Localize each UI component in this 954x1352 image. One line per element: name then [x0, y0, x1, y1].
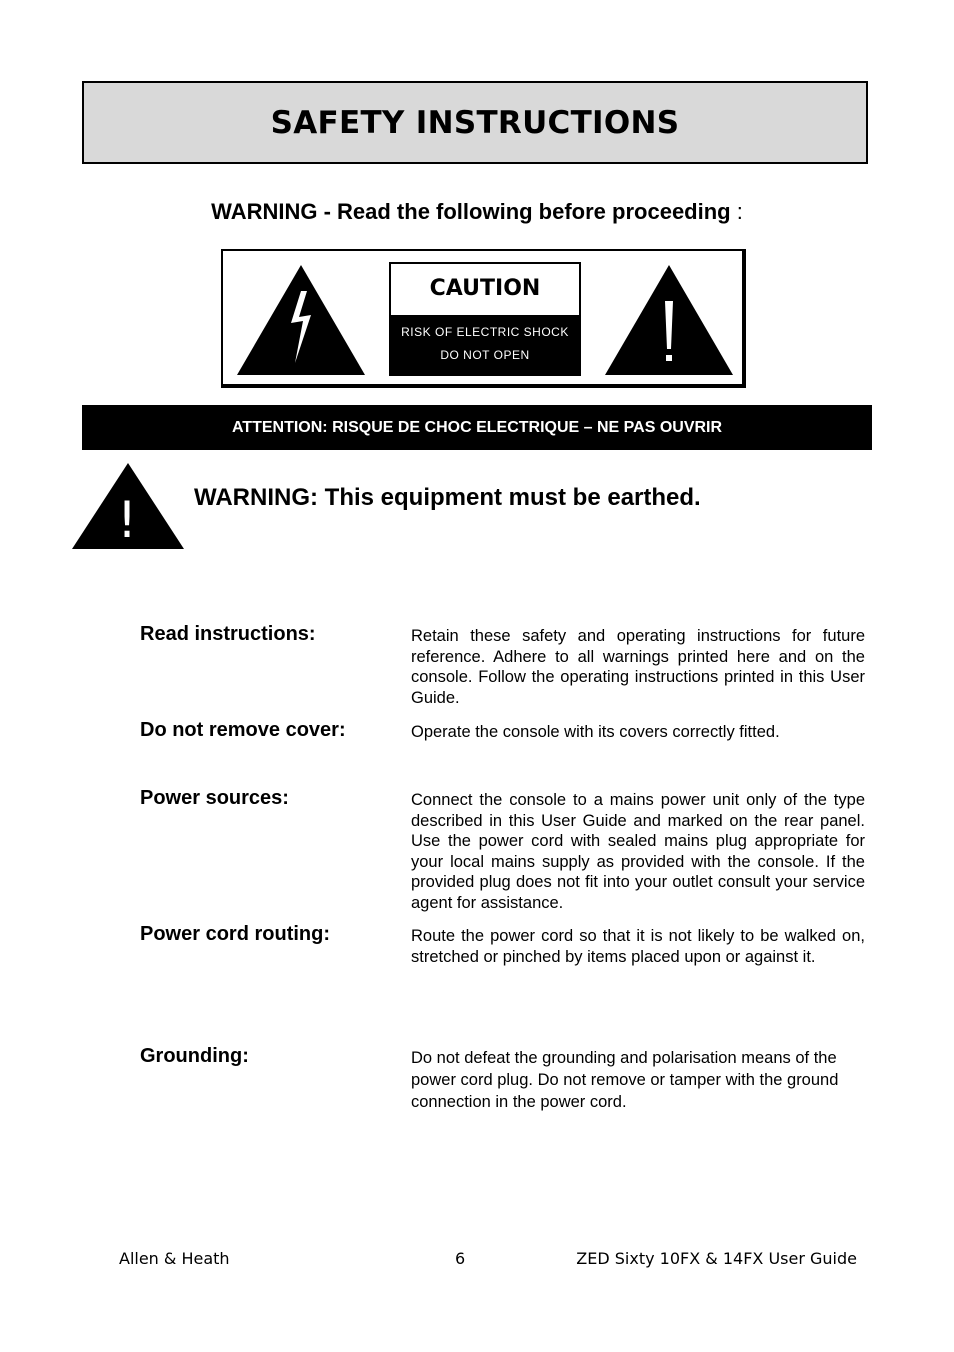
- caution-panel: [221, 249, 746, 388]
- warning-read-heading: [0, 199, 954, 225]
- instruction-text: Retain these safety and operating instructions for future reference. Adhere to all warnings printed here and on the console. Follow the operating instructions printed in this User Guide.: [411, 627, 865, 707]
- exclamation-triangle-icon: [72, 463, 184, 549]
- page-title: SAFETY INSTRUCTIONS: [270, 104, 680, 141]
- warning-read-colon: :: [736, 199, 743, 224]
- footer-right: ZED Sixty 10FX & 14FX User Guide: [576, 1249, 857, 1268]
- attention-bar: ATTENTION: RISQUE DE CHOC ELECTRIQUE – NE PAS OUVRIR: [82, 405, 872, 450]
- footer-left: Allen & Heath: [119, 1249, 230, 1268]
- instruction-label: Grounding:: [140, 1045, 249, 1067]
- instruction-text: Do not defeat the grounding and polarisation means of the power cord plug. Do not remove or tamper with the ground connection in the power cord.: [411, 1049, 839, 1111]
- instruction-text: Operate the console with its covers correctly fitted.: [411, 723, 780, 741]
- footer-page-number: 6: [455, 1249, 466, 1268]
- instruction-label: Read instructions:: [140, 623, 316, 645]
- instruction-label: Power sources:: [140, 787, 289, 809]
- caution-body: [391, 315, 579, 374]
- caution-line-2: DO NOT OPEN: [440, 348, 530, 362]
- earth-symbol: !: [116, 491, 138, 549]
- caution-label: [389, 262, 581, 376]
- instruction-text: Route the power cord so that it is not likely to be walked on, stretched or pinched by items placed upon or against it.: [411, 927, 865, 966]
- instruction-text: Connect the console to a mains power unit only of the type described in this User Guide and marked on the rear panel. Use the power cord with sealed mains plug appropriate for your local mains supply as provided with the console. If the provided plug does not fit into your outlet consult your service agent for assistance.: [411, 791, 865, 912]
- caution-heading: CAUTION: [391, 264, 579, 313]
- caution-line-1: RISK OF ELECTRIC SHOCK: [401, 325, 569, 339]
- warning-read-text: WARNING - Read the following before proceeding: [211, 199, 731, 224]
- exclamation-triangle-icon: [603, 263, 735, 377]
- title-box: [82, 81, 868, 164]
- instruction-label: Power cord routing:: [140, 923, 330, 945]
- lightning-triangle-icon: [235, 263, 367, 377]
- instruction-label: Do not remove cover:: [140, 719, 346, 741]
- earth-warning-text: WARNING: This equipment must be earthed.: [194, 484, 701, 511]
